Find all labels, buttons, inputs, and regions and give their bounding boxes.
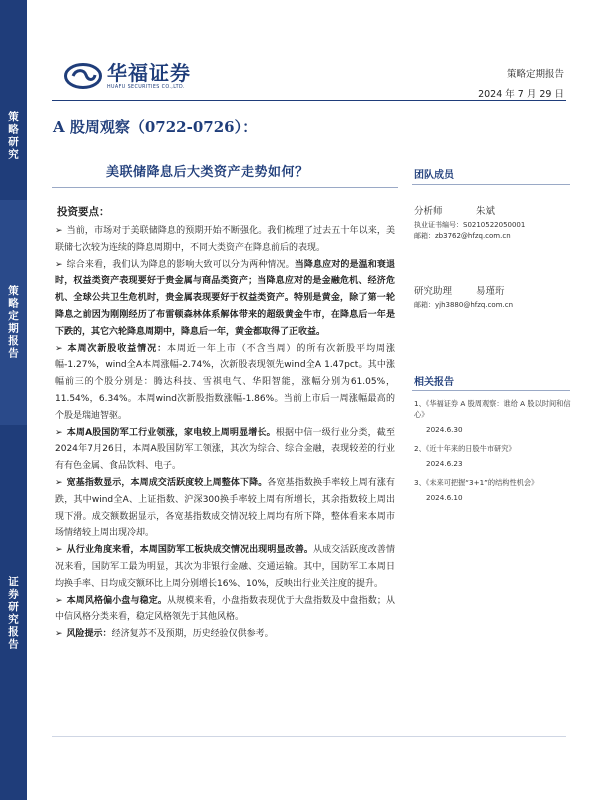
summary-paragraph: ➢ 当前，市场对于美联储降息的预期开始不断强化。我们梳理了过去五十年以来，美联储七次较为连续的降息周期中，不同大类资产在降息前后的表现。 bbox=[55, 226, 395, 253]
member-role: 分析师 bbox=[414, 206, 443, 217]
member-name: 朱斌 bbox=[476, 206, 496, 217]
summary-paragraph: ➢ 综合来看，我们认为降息的影响大致可以分为两种情况。当降息应对的是温和衰退时，权益类资产表现要好于贵金属与商品类资产；当降息应对的是金融危机、经济危机、全球公共卫生危机时，贵金属表现要好于权益类资产。特别是黄金，除了第一轮降息之前因为刚刚经历了布雷顿森林体系解体带来的超级黄金牛市，在降息后一年是下跌的，其它六轮降息周期中，降息后一年，黄金都取得了正收益。 bbox=[55, 259, 395, 337]
footer-divider bbox=[52, 736, 566, 737]
member-cert: 执业证书编号：S0210522050001 bbox=[414, 221, 526, 229]
member-email[interactable]: 邮箱：zb3762@hfzq.com.cn bbox=[414, 232, 511, 240]
side-strip bbox=[0, 0, 36, 800]
member-role: 研究助理 bbox=[414, 286, 453, 297]
related-report-link[interactable]: 2、《近十年来的日股牛市研究》 bbox=[414, 444, 516, 453]
summary-paragraph: ➢ 本周风格偏小盘与稳定。从规模来看，小盘指数表现优于大盘指数及中盘指数；从中信风格分类来看，稳定风格领先于其他风格。 bbox=[55, 595, 395, 623]
related-report-link[interactable]: 3、《未来可把握“3+1”的结构性机会》 bbox=[414, 478, 539, 487]
summary-heading: 投资要点： bbox=[57, 206, 110, 218]
team-heading: 团队成员 bbox=[414, 170, 454, 181]
related-report-date: 2024.6.10 bbox=[426, 493, 463, 502]
logo-emblem-icon bbox=[64, 63, 102, 89]
title-divider bbox=[52, 187, 398, 188]
arrow-bullet-icon: ➢ bbox=[55, 343, 63, 354]
related-heading: 相关报告 bbox=[414, 377, 454, 388]
report-subtitle: 美联储降息后大类资产走势如何？ bbox=[106, 165, 309, 180]
company-logo bbox=[64, 62, 191, 90]
summary-body bbox=[55, 223, 395, 643]
arrow-bullet-icon: ➢ bbox=[55, 226, 63, 236]
arrow-bullet-icon: ➢ bbox=[55, 259, 63, 270]
arrow-bullet-icon: ➢ bbox=[55, 595, 63, 606]
logo-text-cn: 华福证券 bbox=[107, 61, 191, 85]
logo-text-en: HUAFU SECURITIES CO.,LTD. bbox=[107, 85, 185, 90]
summary-paragraph: ➢ 宽基指数显示，本周成交活跃度较上周整体下降。各宽基指数换手率较上周有涨有跌，其中wind全A、上证指数、沪深300换手率较上周有所增长，其余指数较上周出现下滑。成交额数据显示，各宽基指数成交情况较上周均有所下降，整体看来本周市场情绪较上周出现冷却。 bbox=[55, 477, 395, 539]
team-divider bbox=[412, 184, 570, 185]
arrow-bullet-icon: ➢ bbox=[55, 427, 63, 438]
side-label-securities: 证券研究报告 bbox=[7, 575, 19, 651]
summary-paragraph: ➢ 本周A股国防军工行业领涨，家电较上周明显增长。根据中信一级行业分类，截至2024年7月26日，本周A股国防军工领涨，其次为综合、综合金融，表现较差的行业有有色金属、食品饮料、电子。 bbox=[55, 427, 395, 472]
side-label-periodic: 策略定期报告 bbox=[7, 284, 19, 360]
summary-paragraph: ➢ 风险提示：经济复苏不及预期，历史经验仅供参考。 bbox=[55, 629, 274, 640]
side-block-top bbox=[0, 0, 27, 200]
report-meta bbox=[478, 66, 564, 100]
team-member bbox=[414, 286, 513, 311]
member-email[interactable]: 邮箱：yjh3880@hfzq.com.cn bbox=[414, 301, 514, 309]
report-date: 2024 年 7 月 29 日 bbox=[478, 89, 564, 100]
team-member bbox=[414, 206, 525, 242]
report-type: 策略定期报告 bbox=[506, 69, 564, 80]
summary-paragraph: ➢ 本周次新股收益情况：本周近一年上市（不含当周）的所有次新股平均周涨幅-1.27%，wind全A本周涨幅-2.74%，次新股表现领先wind全A 1.47pct。其中涨幅前三的个股分别是：腾达科技、雪祺电气、华阳智能，涨幅分别为61.05%，11.54%，6.34%。本周wind次新股指数涨幅-1.86%。当前上市后一周涨幅最高的个股是瑞迪智驱。 bbox=[55, 343, 395, 421]
side-label-strategy: 策略研究 bbox=[7, 111, 19, 161]
related-report-date: 2024.6.23 bbox=[426, 459, 463, 468]
arrow-bullet-icon: ➢ bbox=[55, 545, 63, 556]
related-list bbox=[414, 398, 574, 511]
report-title: A 股周观察（0722-0726）： bbox=[53, 118, 258, 136]
arrow-bullet-icon: ➢ bbox=[55, 477, 63, 488]
arrow-bullet-icon: ➢ bbox=[55, 629, 63, 640]
related-divider bbox=[412, 390, 570, 391]
summary-paragraph: ➢ 从行业角度来看，本周国防军工板块成交情况出现明显改善。从成交活跃度改善情况来看，国防军工最为明显，其次为非银行金融、交通运输。其中，国防军工本周日均换手率、日均成交额环比上周分别增长16%、10%，反映出行业关注度的提升。 bbox=[55, 545, 395, 589]
related-report-date: 2024.6.30 bbox=[426, 425, 463, 434]
related-report-link[interactable]: 1、《华福证券 A 股周观察：谁给 A 股以时间和信心》 bbox=[414, 399, 571, 419]
header-divider bbox=[52, 100, 566, 101]
member-name: 易瑾珩 bbox=[476, 286, 505, 297]
